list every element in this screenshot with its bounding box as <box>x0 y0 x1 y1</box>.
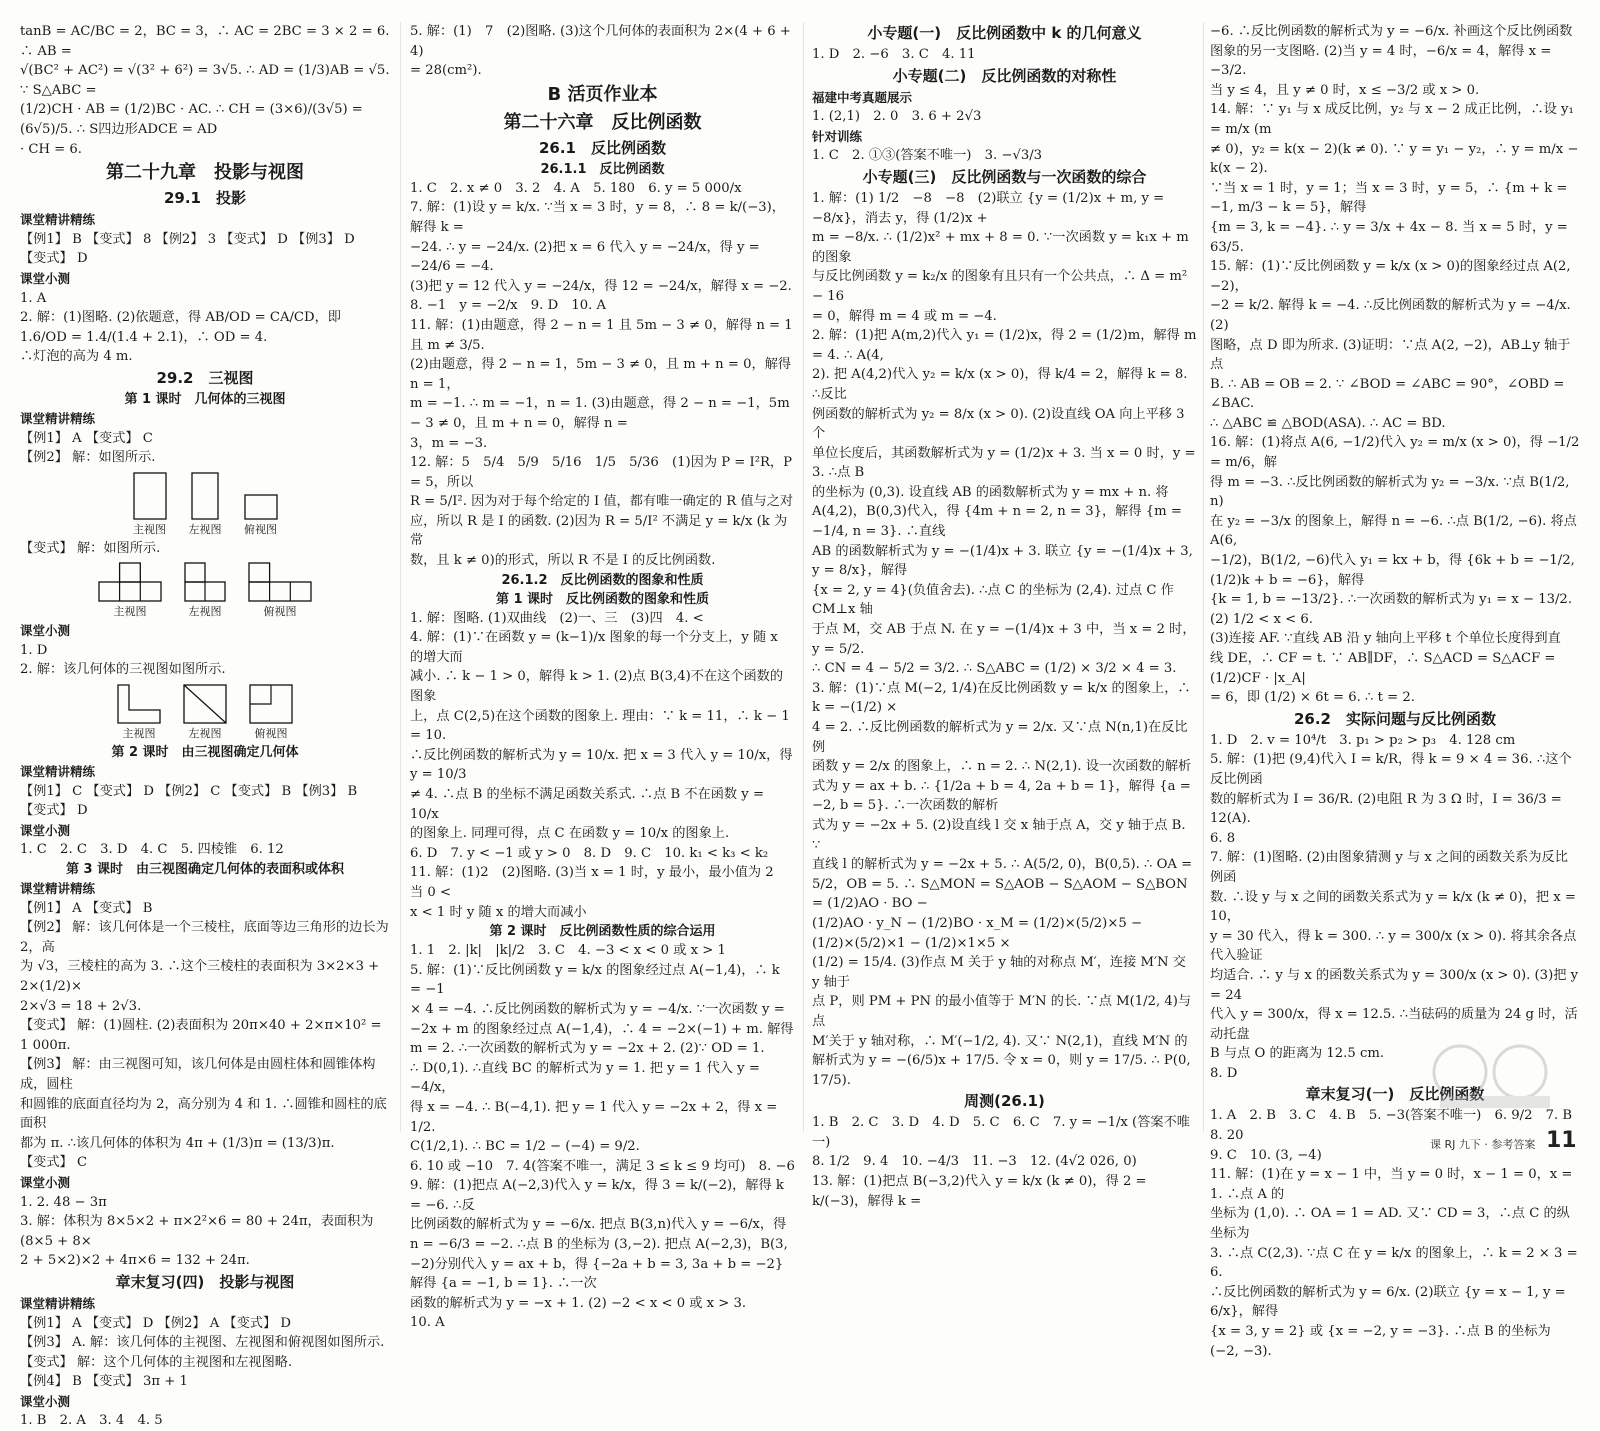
text-line: 【例1】 A 【变式】 D 【例2】 A 【变式】 D <box>20 1315 291 1331</box>
text-line: 均适合. ∴ y 与 x 的函数关系式为 y = 300/x (x > 0). (3)把 y = 24 <box>1210 967 1579 1003</box>
text-line: = 6，即 (1/2) × 6t = 6. ∴ t = 2. <box>1210 690 1415 706</box>
quiz-label: 课堂小测 <box>20 270 71 286</box>
text-line: 的坐标为 (0,3). 设直线 AB 的函数解析式为 y = mx + n. 将 <box>812 484 1169 500</box>
practice-label: 课堂精讲精练 <box>20 410 96 426</box>
text-line: 14. 解：∵ y₁ 与 x 成反比例，y₂ 与 x − 2 成正比例，∴设 y₁ = m/x (m <box>1210 102 1574 137</box>
text-line: 减小. ∴ k − 1 > 0，解得 k > 1. (2)点 B(3,4)不在这个函数的图象 <box>410 669 784 705</box>
text-line: 为 √3，三棱柱的高为 3. ∴这个三棱柱的表面积为 3×2×3 + 2×(1/2)× <box>20 959 380 994</box>
text-line: 5. 解：(1)把 (9,4)代入 I = k/R，得 k = 9 × 4 = 36. ∴这个反比例函 <box>1210 752 1572 787</box>
text-line: 11. 解：(1)在 y = x − 1 中，当 y = 0 时，x − 1 = 0，x = 1. ∴点 A 的 <box>1210 1167 1573 1202</box>
text-line: AB 的函数解析式为 y = −(1/4)x + 3. 联立 {y = −(1/4)x + 3, y = 8/x}，解得 <box>812 543 1193 579</box>
review-1-title: 章末复习(一) 反比例函数 <box>1305 1085 1485 1104</box>
view-caption: 左视图 <box>188 605 222 619</box>
top-view <box>248 562 312 619</box>
col1-top-block <box>20 22 390 159</box>
text-line: 例函数的解析式为 y₂ = 8/x (x > 0). (2)设直线 OA 向上平移 3 个 <box>812 406 1185 442</box>
left-view <box>189 472 222 537</box>
text-line: ∴反比例函数的解析式为 y = 10/x. 把 x = 3 代入 y = 10/x，得 y = 10/3 <box>410 747 793 783</box>
text-line: m = 2. ∴一次函数的解析式为 y = −2x + 2. (2)∵ OD = 1. <box>410 1041 765 1057</box>
lesson-2-title: 第 2 课时 由三视图确定几何体 <box>111 745 299 761</box>
practice-label: 课堂精讲精练 <box>20 212 96 228</box>
section-26-1-2-title: 26.1.2 反比例函数的图象和性质 <box>501 572 704 588</box>
text-line: C(1/2,1). ∴ BC = 1/2 − (−4) = 9/2. <box>410 1139 640 1155</box>
text-line: ∴反比例函数的解析式为 y = 6/x. (2)联立 {y = x − 1, y = 6/x}，解得 <box>1210 1284 1566 1320</box>
three-views-figure-b <box>20 562 390 619</box>
text-line: 1. A <box>20 290 47 306</box>
front-view <box>133 472 167 537</box>
quiz-label: 课堂小测 <box>20 1393 71 1409</box>
footer-tag: 课 RJ 九下 · 参考答案 <box>1430 1138 1536 1151</box>
view-caption: 主视图 <box>122 727 156 741</box>
text-line: 坐标为 (1,0). ∴ OA = 1 = AD. 又∵ CD = 3，∴点 C 的纵坐标为 <box>1210 1206 1570 1242</box>
watermark-logo <box>1420 1040 1570 1110</box>
quiz-label: 课堂小测 <box>20 1174 71 1190</box>
text-line: 【例3】 A. 解：该几何体的主视图、左视图和俯视图如图所示. <box>20 1335 385 1351</box>
text-line: {m = 3, k = −4}. ∴ y = 3/x + 4x − 8. 当 x = 5 时，y = 63/5. <box>1210 219 1568 255</box>
three-views-figure-a <box>20 472 390 537</box>
text-line: −24. ∴ y = −24/x. (2)把 x = 6 代入 y = −24/x，得 y = −24/6 = −4. <box>410 239 760 275</box>
text-line: 8. −1 y = −2/x 9. D 10. A <box>410 298 607 314</box>
section-26-1-1-title: 26.1.1 反比例函数 <box>540 161 665 177</box>
text-line: √(BC² + AC²) = √(3² + 6²) = 3√5. ∴ AD = (1/3)AB = √5. ∵ S△ABC = <box>20 63 390 98</box>
text-line: 【例4】 B 【变式】 3π + 1 <box>20 1374 188 1390</box>
text-line: 2 + 5×2)×2 + 4π×6 = 132 + 24π. <box>20 1253 250 1269</box>
text-line: 【例3】 解：由三视图可知，该几何体是由圆柱体和圆锥体构成，圆柱 <box>20 1057 376 1092</box>
text-line: 16. 解：(1)将点 A(6, −1/2)代入 y₂ = m/x (x > 0)，得 −1/2 = m/6，解 <box>1210 435 1580 471</box>
text-line: ∵当 x = 1 时，y = 1；当 x = 3 时，y = 5，∴ {m + k = −1, m/3 − k = 5}，解得 <box>1210 180 1568 216</box>
text-line: 1. 1 2. |k| |k|/2 3. C 4. −3 < x < 0 或 x > 1 <box>410 943 726 959</box>
text-line: 1. C 2. ①③(答案不唯一) 3. −√3/3 <box>812 148 1043 164</box>
text-line: 【变式】 解：(1)圆柱. (2)表面积为 20π×40 + 2×π×10² = 1 000π. <box>20 1018 382 1053</box>
left-view-drawing <box>191 472 219 520</box>
text-line: 1. C 2. x ≠ 0 3. 2 4. A 5. 180 6. y = 5 000/x <box>410 180 742 196</box>
review-4-title: 章末复习(四) 投影与视图 <box>115 1272 295 1291</box>
text-line: 【例2】 解：该几何体是一个三棱柱，底面等边三角形的边长为 2，高 <box>20 920 389 955</box>
text-line: 式为 y = ax + b. ∴ {1/2a + b = 4, 2a + b = 1}，解得 {a = −2, b = 5}. ∴一次函数的解析 <box>812 778 1191 814</box>
text-line: 1. D <box>20 642 48 658</box>
text-line: 5. 解：(1) 7 (2)图略. (3)这个几何体的表面积为 2×(4 + 6 + 4) <box>410 24 791 59</box>
text-line: 1. B 2. C 3. D 4. D 5. C 6. C 7. y = −1/x (答案不唯一) <box>812 1115 1190 1150</box>
text-line: n = −6/3 = −2. ∴点 B 的坐标为 (3,−2). 把点 A(−2,3)，B(3, <box>410 1237 788 1253</box>
text-line: 2. 解：(1)把 A(m,2)代入 y₁ = (1/2)x，得 2 = (1/2)m，解得 m = 4. ∴ A(4, <box>812 328 1197 363</box>
column-3 <box>812 22 1197 1209</box>
text-line: ∴ CN = 4 − 5/2 = 3/2. ∴ S△ABC = (1/2) × 3/2 × 4 = 3. <box>812 661 1177 677</box>
text-line: 代入 y = 300/x，得 x = 12.5. ∴当砝码的质量为 24 g 时，活动托盘 <box>1210 1007 1578 1042</box>
top-view <box>249 684 293 741</box>
text-line: 与反比例函数 y = k₂/x 的图象有且只有一个公共点，∴ Δ = m² − 16 <box>812 269 1188 304</box>
text-line: 线 DE，∴ CF = t. ∵ AB∥DF，∴ S△ACD = S△ACF = (1/2)CF · |x_A| <box>1210 651 1556 686</box>
text-line: −2 = k/2. 解得 k = −4. ∴反比例函数的解析式为 y = −4/x. (2) <box>1210 298 1571 333</box>
text-line: 【例1】 A 【变式】 C <box>20 430 153 446</box>
text-line: 3. ∴点 C(2,3). ∵点 C 在 y = k/x 的图象上，∴ k = 2 × 3 = 6. <box>1210 1245 1578 1281</box>
lesson-3-title: 第 3 课时 由三视图确定几何体的表面积或体积 <box>65 862 345 878</box>
text-line: 上，点 C(2,5)在这个函数的图象上. 理由：∵ k = 11，∴ k − 1 = 10. <box>410 708 790 744</box>
text-line: {x = 3, y = 2} 或 {x = −2, y = −3}. ∴点 B 的坐标为 (−2, −3). <box>1210 1324 1551 1359</box>
text-line: 得 x = −4. ∴ B(−4,1). 把 y = 1 代入 y = −2x + 2，得 x = 1/2. <box>410 1099 778 1135</box>
text-line: m = −8/x. ∴ (1/2)x² + mx + 8 = 0. ∵一次函数 y = k₁x + m 的图象 <box>812 230 1189 265</box>
practice-label: 课堂精讲精练 <box>20 881 96 897</box>
text-line: 1. (2,1) 2. 0 3. 6 + 2√3 <box>812 109 982 125</box>
text-line: y = 30 代入，得 k = 300. ∴ y = 300/x (x > 0). 将其余各点代入验证 <box>1210 928 1577 964</box>
text-line: 在 y₂ = −3/x 的图象上，解得 n = −6. ∴点 B(1/2, −6). 将点 A(6, <box>1210 513 1577 549</box>
text-line: 单位长度后，其函数解析式为 y = (1/2)x + 3. 当 x = 0 时，y = 3. ∴点 B <box>812 445 1196 481</box>
text-line: ≠ 0)，y₂ = k(x − 2)(k ≠ 0). ∵ y = y₁ − y₂，∴ y = m/x − k(x − 2). <box>1210 141 1579 177</box>
top-view <box>244 494 278 537</box>
text-line: 比例函数的解析式为 y = −6/x. 把点 B(3,n)代入 y = −6/x，得 <box>410 1217 787 1233</box>
text-line: (1/2)CH · AB = (1/2)BC · AC. ∴ CH = (3×6)/(3√5) = (6√5)/5. ∴ S四边形ADCE = AD <box>20 102 363 137</box>
text-line: M′关于 y 轴对称，∴ M′(−1/2, 4). 又∵ N(2,1)，直线 M′N 的 <box>812 1033 1188 1049</box>
text-line: ≠ 4. ∴点 B 的坐标不满足函数关系式. ∴点 B 不在函数 y = 10/x <box>410 787 764 822</box>
text-line: (3)连接 AF. ∵直线 AB 沿 y 轴向上平移 t 个单位长度得到直 <box>1210 631 1561 647</box>
book-title: B 活页作业本 <box>547 83 658 105</box>
training-label: 针对训练 <box>812 128 863 144</box>
text-line: 【例2】 解：如图所示. <box>20 450 156 466</box>
text-line: 15. 解：(1)∵反比例函数 y = k/x (x > 0)的图象经过点 A(2, −2)， <box>1210 259 1571 294</box>
text-line: 4 = 2. ∴反比例函数的解析式为 y = 2/x. 又∵点 N(n,1)在反比例 <box>812 720 1188 755</box>
text-line: 3. 解：体积为 8×5×2 + π×2²×6 = 80 + 24π，表面积为 (8×5 + 8× <box>20 1214 374 1249</box>
text-line: 6. 10 或 −10 7. 4(答案不唯一，满足 3 ≤ k ≤ 9 均可) 8. −6 <box>410 1158 795 1174</box>
left-view-drawing <box>183 684 227 724</box>
text-line: 【例1】 C 【变式】 D 【例2】 C 【变式】 B 【例3】 B <box>20 783 358 799</box>
text-line: 应，所以 R 是 I 的函数. (2)因为 R = 5/I² 不满足 y = k/x (k 为常 <box>410 513 788 549</box>
left-view-drawing <box>184 562 226 602</box>
text-line: 6. 8 <box>1210 830 1236 846</box>
text-line: 1. D 2. v = 10⁴/t 3. p₁ > p₂ > p₃ 4. 128 cm <box>1210 732 1516 748</box>
text-line: = 28(cm²). <box>410 63 482 79</box>
text-line: 7. 解：(1)设 y = k/x. ∵当 x = 3 时，y = 8，∴ 8 = k/(−3)，解得 k = <box>410 200 785 235</box>
page-number: 11 <box>1546 1128 1577 1153</box>
text-line: 都为 π. ∴该几何体的体积为 4π + (1/3)π = (13/3)π. <box>20 1135 335 1151</box>
practice-label: 课堂精讲精练 <box>20 1295 96 1311</box>
text-line: 图略，点 D 即为所求. (3)证明：∵点 A(2, −2)，AB⊥y 轴于点 <box>1210 337 1571 373</box>
text-line: 1. A 2. B 3. C 4. B 5. −3(答案不唯一) 6. 9/2 7. B 8. 20 <box>1210 1108 1586 1144</box>
quiz-label: 课堂小测 <box>20 822 71 838</box>
front-view-drawing <box>117 684 161 724</box>
text-line: B. ∴ AB = OB = 2. ∵ ∠BOD = ∠ABC = 90°，∠OBD = ∠BAC. <box>1210 376 1565 412</box>
text-line: 【变式】 解：如图所示. <box>20 540 161 556</box>
topic-3-title: 小专题(三) 反比例函数与一次函数的综合 <box>862 167 1147 186</box>
text-line: 式为 y = −2x + 5. (2)设直线 l 交 x 轴于点 A，交 y 轴于点 B. ∵ <box>812 817 1186 853</box>
topic-2-title: 小专题(二) 反比例函数的对称性 <box>892 66 1117 85</box>
text-line: 5/2，OB = 5. ∴ S△MON = S△AOB − S△AOM − S△BON = (1/2)AO · BO − <box>812 876 1188 912</box>
text-line: (3)把 y = 12 代入 y = −24/x，得 12 = −24/x，解得 x = −2. <box>410 278 792 294</box>
text-line: 8. D <box>1210 1065 1238 1081</box>
exam-label: 福建中考真题展示 <box>812 89 913 105</box>
text-line: 5. 解：(1)∵反比例函数 y = k/x 的图象经过点 A(−1,4)，∴ k = −1 <box>410 962 780 998</box>
topic-1-title: 小专题(一) 反比例函数中 k 的几何意义 <box>867 24 1142 42</box>
text-line: 6. D 7. y < −1 或 y > 0 8. D 9. C 10. k₁ < k₃ < k₂ <box>410 845 769 861</box>
text-line: 1. 2. 48 − 3π <box>20 1194 107 1210</box>
text-line: 2. 解：该几何体的三视图如图所示. <box>20 662 226 678</box>
view-caption: 俯视图 <box>263 605 297 619</box>
front-view-drawing <box>133 472 167 520</box>
text-line: B 与点 O 的距离为 12.5 cm. <box>1210 1046 1385 1062</box>
text-line: −1/2)，B(1/2, −6)代入 y₁ = kx + b，得 {6k + b = −1/2, (1/2)k + b = −6}，解得 <box>1210 553 1575 588</box>
text-line: 13. 解：(1)把点 B(−3,2)代入 y = k/x (k ≠ 0)，得 2 = k/(−3)，解得 k = <box>812 1174 1147 1209</box>
top-view-drawing <box>248 562 312 602</box>
section-26-2-title: 26.2 实际问题与反比例函数 <box>1293 709 1496 728</box>
text-line: = 0，解得 m = 4 或 m = −4. <box>812 308 997 324</box>
text-line: 【例1】 B 【变式】 8 【例2】 3 【变式】 D 【例3】 D <box>20 231 355 247</box>
lesson-1-title: 第 1 课时 几何体的三视图 <box>124 391 286 407</box>
text-line: 【变式】 D <box>20 251 88 267</box>
text-line: 的图象上. 同理可得，点 C 在函数 y = 10/x 的图象上. <box>410 826 730 842</box>
text-line: −2)分别代入 y = ax + b，得 {−2a + b = 3, 3a + b = −2} 解得 {a = −1, b = 1}. ∴一次 <box>410 1256 784 1292</box>
text-line: 数，且 k ≠ 0)的形式，所以 R 不是 I 的反比例函数. <box>410 553 716 569</box>
text-line: 【例1】 A 【变式】 B <box>20 900 153 916</box>
text-line: (2)由题意，得 2 − n = 1，5m − 3 ≠ 0，且 m + n = 0，解得 n = 1， <box>410 357 792 392</box>
text-line: 【变式】 解：这个几何体的主视图和左视图略. <box>20 1354 293 1370</box>
text-line: 9. C 10. (3, −4) <box>1210 1147 1322 1163</box>
view-caption: 主视图 <box>133 522 166 536</box>
text-line: 和圆锥的底面直径均为 2，高分别为 4 和 1. ∴圆锥和圆柱的底面积 <box>20 1096 387 1132</box>
text-line: 9. 解：(1)把点 A(−2,3)代入 y = k/x，得 3 = k/(−2)，解得 k = −6. ∴反 <box>410 1178 784 1213</box>
text-line: m = −1. ∴ m = −1，n = 1. (3)由题意，得 2 − n = −1，5m − 3 ≠ 0，且 m + n = 0，解得 n = <box>410 396 790 431</box>
text-line: 【变式】 D <box>20 803 88 819</box>
text-line: tanB = AC/BC = 2，BC = 3，∴ AC = 2BC = 3 × 2 = 6. ∴ AB = <box>20 24 390 59</box>
text-line: 1. D 2. −6 3. C 4. 11 <box>812 47 976 62</box>
text-line: 函数 y = 2/x 的图象上，∴ n = 2. ∴ N(2,1). 设一次函数的解析 <box>812 759 1192 775</box>
view-caption: 俯视图 <box>244 522 277 536</box>
top-view-drawing <box>249 684 293 724</box>
section-29-2-title: 29.2 三视图 <box>156 368 254 387</box>
text-line: 2. 解：(1)图略. (2)依题意，得 AB/OD = CA/CD，即 1.6/OD = 1.4/(1.4 + 2.1)，∴ OD = 4. <box>20 310 341 345</box>
text-line: 3，m = −3. <box>410 435 488 451</box>
lesson-2-title: 第 2 课时 反比例函数性质的综合运用 <box>489 924 716 940</box>
column-1 <box>20 22 390 1429</box>
text-line: × 4 = −4. ∴反比例函数的解析式为 y = −4/x. ∵一次函数 y = <box>410 1001 785 1017</box>
chapter-26-title: 第二十六章 反比例函数 <box>503 111 702 133</box>
text-line: 8. 1/2 9. 4 10. −4/3 11. −3 12. (4√2 026, 0) <box>812 1154 1137 1170</box>
text-line: −2x + m 的图象经过点 A(−1,4)，∴ 4 = −2×(−1) + m. 解得 <box>410 1021 794 1037</box>
text-line: 3. 解：(1)∵点 M(−2, 1/4)在反比例函数 y = k/x 的图象上，∴ k = −(1/2) × <box>812 680 1191 716</box>
text-line: 函数的解析式为 y = −x + 1. (2) −2 < x < 0 或 x > 3. <box>410 1295 747 1311</box>
section-26-1-title: 26.1 反比例函数 <box>538 138 666 157</box>
text-line: 直线 l 的解析式为 y = −2x + 5. ∴ A(5/2, 0)，B(0,5). ∴ OA = <box>812 857 1193 873</box>
text-line: ∴灯泡的高为 4 m. <box>20 349 133 365</box>
front-view <box>117 684 161 741</box>
lesson-1-title: 第 1 课时 反比例函数的图象和性质 <box>495 591 710 607</box>
text-line: 2). 把 A(4,2)代入 y₂ = k/x (x > 0)，得 k/4 = 2，解得 k = 8. ∴反比 <box>812 367 1188 402</box>
view-caption: 俯视图 <box>254 727 288 741</box>
text-line: 【变式】 C <box>20 1155 88 1171</box>
text-line: 12. 解：5 5/4 5/9 5/16 1/5 5/36 (1)因为 P = I²R，P = 5，所以 <box>410 455 792 490</box>
text-line: 于点 M，交 AB 于点 N. 在 y = −(1/4)x + 3 中，当 x = 2 时，y = 5/2. <box>812 622 1196 657</box>
weekly-test-title: 周测(26.1) <box>964 1092 1045 1111</box>
text-line: 得 m = −3. ∴反比例函数的解析式为 y₂ = −3/x. ∵点 B(1/2, n) <box>1210 474 1570 510</box>
text-line: 11. 解：(1)2 (2)图略. (3)当 x = 1 时，y 最小，最小值为 2 当 0 < <box>410 865 787 900</box>
text-line: · CH = 6. <box>20 141 82 157</box>
text-line: (1/2)AO · y_N − (1/2)BO · x_M = (1/2)×(5/2)×5 − (1/2)×(5/2)×1 − (1/2)×1×5 × <box>812 915 1143 951</box>
text-line: A(4,2)，B(0,3)代入，得 {4m + n = 2, n = 3}，解得 {m = −1/4, n = 3}. ∴直线 <box>812 504 1182 540</box>
section-29-1-title: 29.1 投影 <box>163 189 246 208</box>
left-view <box>184 562 226 619</box>
text-line: 11. 解：(1)由题意，得 2 − n = 1 且 5m − 3 ≠ 0，解得 n = 1 且 m ≠ 3/5. <box>410 317 793 353</box>
practice-label: 课堂精讲精练 <box>20 764 96 780</box>
text-line: 2×√3 = 18 + 2√3. <box>20 998 142 1014</box>
text-line: ∴ △ABC ≌ △BOD(ASA). ∴ AC = BD. <box>1210 415 1446 431</box>
view-caption: 主视图 <box>113 605 147 619</box>
text-line: 图象的另一支图略. (2)当 y = 4 时，−6/x = 4，解得 x = −3/2. <box>1210 43 1552 79</box>
front-view <box>98 562 162 619</box>
text-line: 7. 解：(1)图略. (2)由图象猜测 y 与 x 之间的函数关系为反比例函 <box>1210 850 1568 885</box>
left-view <box>183 684 227 741</box>
text-line: {k = 1, b = −13/2}. ∴一次函数的解析式为 y₁ = x − 13/2. (2) 1/2 < x < 6. <box>1210 592 1573 627</box>
text-line: {x = 2, y = 4}(负值舍去). ∴点 C 的坐标为 (2,4). 过点 C 作 CM⊥x 轴 <box>812 582 1174 618</box>
text-line: x < 1 时 y 随 x 的增大而减小 <box>410 904 587 920</box>
text-line: −6. ∴反比例函数的解析式为 y = −6/x. 补画这个反比例函数 <box>1210 24 1573 39</box>
text-line: 1. B 2. A 3. 4 4. 5 <box>20 1413 163 1429</box>
text-line: 10. A <box>410 1315 445 1331</box>
text-line: 数. ∴设 y 与 x 之间的函数关系式为 y = k/x (k ≠ 0)，把 x = 10， <box>1210 889 1576 925</box>
text-line: 4. 解：(1)∵在函数 y = (k−1)/x 图象的每一个分支上，y 随 x 的增大而 <box>410 630 778 665</box>
view-caption: 左视图 <box>188 727 222 741</box>
text-line: ∴ D(0,1). ∴直线 BC 的解析式为 y = 1. 把 y = 1 代入 y = −4/x， <box>410 1060 760 1096</box>
text-line: (1/2) = 15/4. (3)作点 M 关于 y 轴的对称点 M′，连接 M′N 交 y 轴于 <box>812 955 1186 990</box>
text-line: 数的解析式为 I = 36/R. (2)电阻 R 为 3 Ω 时，I = 36/3 = 12(A). <box>1210 791 1562 827</box>
three-views-figure-c <box>20 684 390 741</box>
text-line: 1. 解：图略. (1)双曲线 (2)一、三 (3)四 4. < <box>410 610 704 626</box>
text-line: 点 P，则 PM + PN 的最小值等于 M′N 的长. ∵点 M(1/2, 4)与点 <box>812 994 1192 1029</box>
column-2 <box>410 22 795 1331</box>
text-line: 当 y ≤ 4，且 y ≠ 0 时，x ≤ −3/2 或 x > 0. <box>1210 82 1480 98</box>
front-view-drawing <box>98 562 162 602</box>
text-line: 解析式为 y = −(6/5)x + 17/5. 令 x = 0，则 y = 17/5. ∴ P(0, 17/5). <box>812 1053 1191 1088</box>
quiz-label: 课堂小测 <box>20 623 71 639</box>
text-line: 1. 解：(1) 1/2 −8 −8 (2)联立 {y = (1/2)x + m, y = −8/x}，消去 y，得 (1/2)x + <box>812 190 1165 226</box>
chapter-29-title: 第二十九章 投影与视图 <box>106 162 304 184</box>
view-caption: 左视图 <box>188 522 222 536</box>
top-view-drawing <box>244 494 278 520</box>
text-line: 1. C 2. C 3. D 4. C 5. 四棱锥 6. 12 <box>20 842 284 858</box>
text-line: R = 5/I². 因为对于每个给定的 I 值，都有唯一确定的 R 值与之对 <box>410 494 794 510</box>
